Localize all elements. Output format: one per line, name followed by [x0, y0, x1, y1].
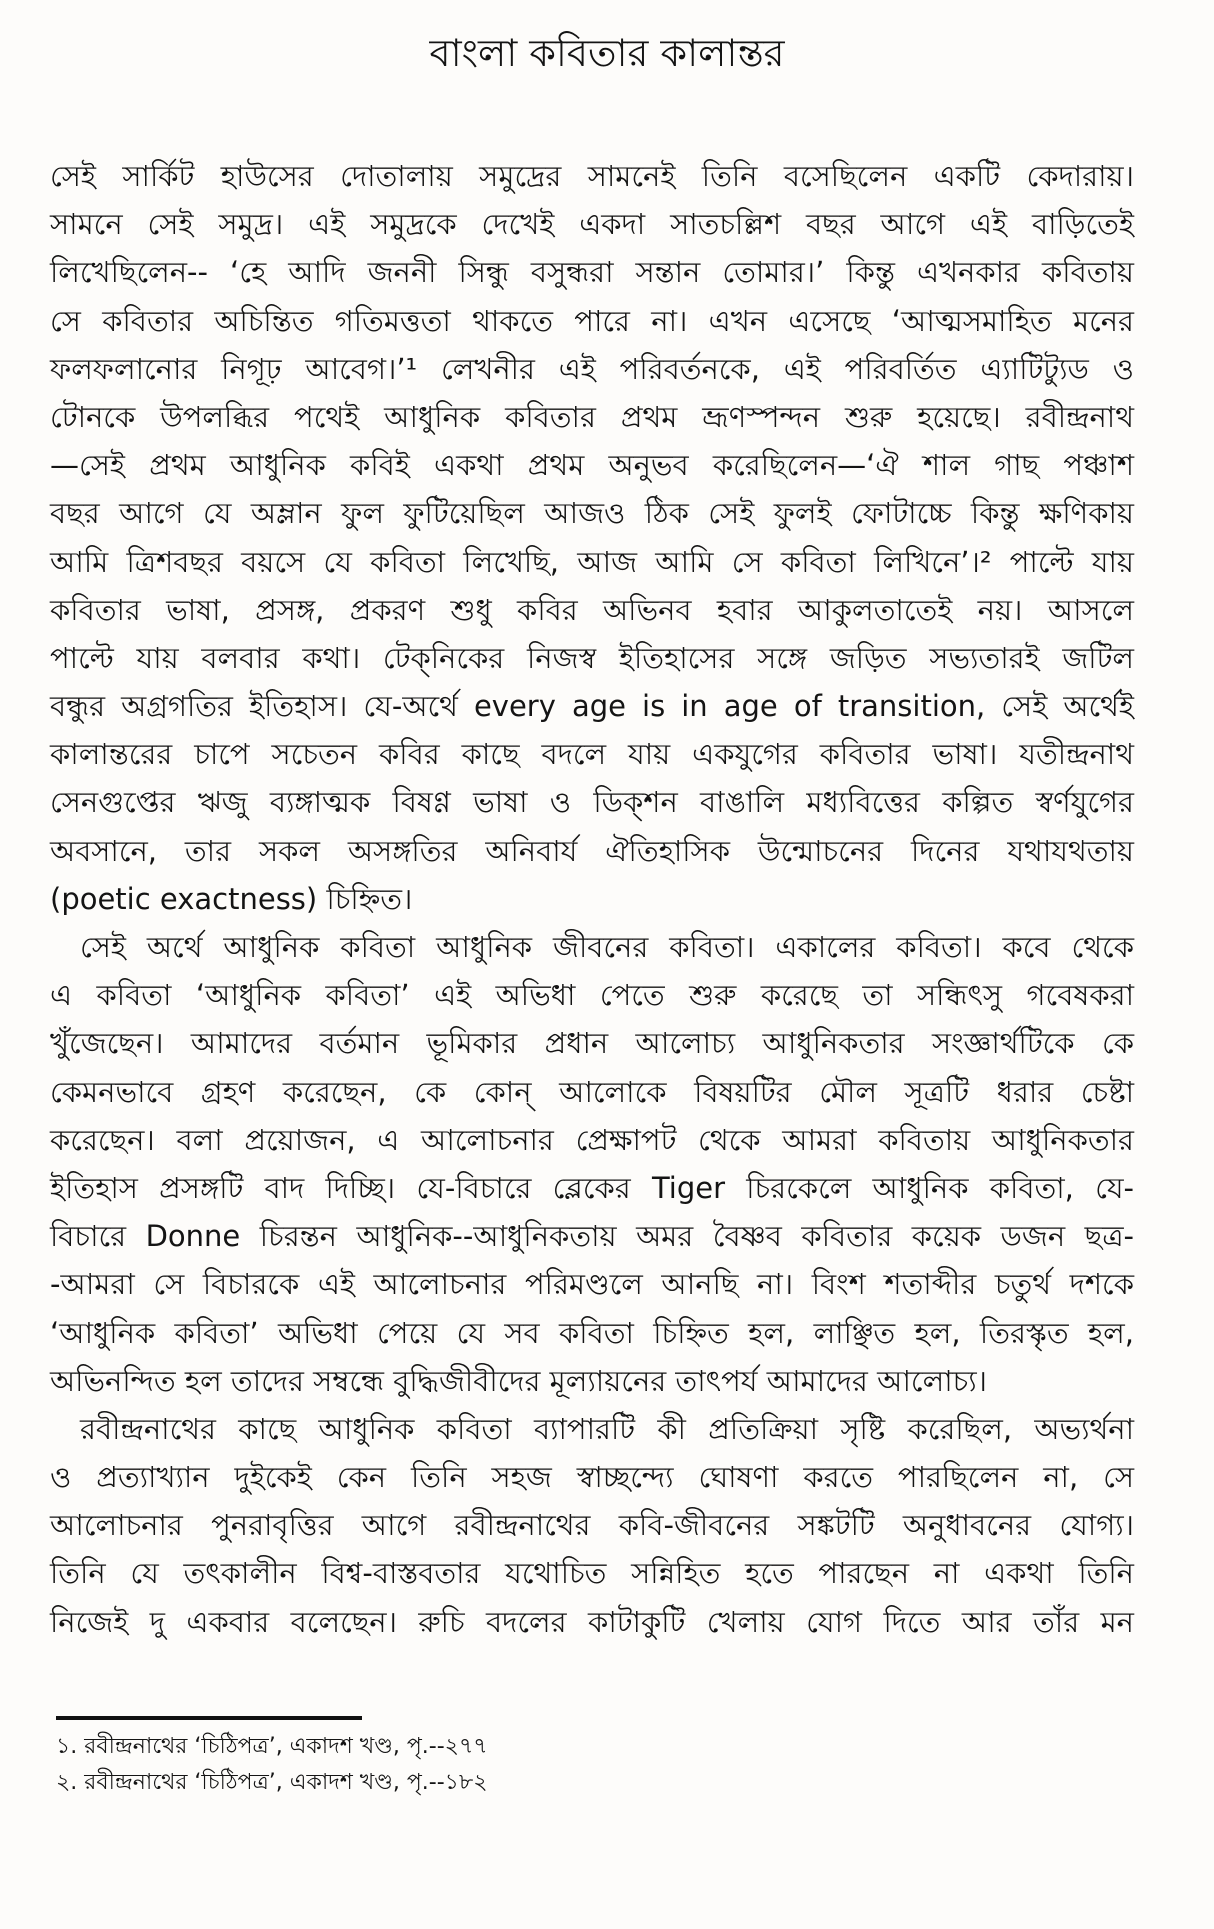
text-line: অভিনন্দিত হল তাদের সম্বন্ধে বুদ্ধিজীবীদের মূল্যায়নের তাৎপর্য আমাদের আলোচ্য। [50, 1363, 988, 1398]
text-line: আলোচনার পুনরাবৃত্তির আগে রবীন্দ্রনাথের কবি-জীবনের সঙ্কটটি অনুধাবনের যোগ্য। [50, 1508, 1134, 1543]
text-line: সেনগুপ্তের ঋজু ব্যঙ্গাত্মক বিষণ্ণ ভাষা ও ডিক্‌শন বাঙালি মধ্যবিত্তের কল্পিত স্বর্ণযুগের [50, 785, 1134, 820]
text-line: লিখেছিলেন-- ‘হে আদি জননী সিন্ধু বসুন্ধরা সন্তান তোমার।’ কিন্তু এখনকার কবিতায় [50, 255, 1134, 290]
text-line: ফলফলানোর নিগূঢ় আবেগ।’¹ লেখনীর এই পরিবর্তনকে, এই পরিবর্তিত এ্যাটিট্যুড ও [50, 351, 1134, 386]
text-line: সেই সার্কিট হাউসের দোতালায় সমুদ্রের সামনেই তিনি বসেছিলেন একটি কেদারায়। [50, 159, 1134, 193]
text-line: তিনি যে তৎকালীন বিশ্ব-বাস্তবতার যথোচিত সন্নিহিত হতে পারছেন না একথা তিনি [50, 1556, 1134, 1591]
text-line: কেমনভাবে গ্রহণ করেছেন, কে কোন্ আলোকে বিষয়টির মৌল সূত্রটি ধরার চেষ্টা [50, 1074, 1134, 1109]
text-line: (poetic exactness) চিহ্নিত। [50, 881, 413, 916]
text-line: কালান্তরের চাপে সচেতন কবির কাছে বদলে যায় একযুগের কবিতার ভাষা। যতীন্দ্রনাথ [50, 737, 1134, 772]
text-line: —সেই প্রথম আধুনিক কবিই একথা প্রথম অনুভব করেছিলেন—‘ঐ শাল গাছ পঞ্চাশ [50, 448, 1134, 483]
page-title: বাংলা কবিতার কালান্তর [429, 31, 785, 75]
footnote-divider [56, 1716, 362, 1720]
text-line: ‘আধুনিক কবিতা’ অভিধা পেয়ে যে সব কবিতা চিহ্নিত হল, লাঞ্ছিত হল, তিরস্কৃত হল, [50, 1315, 1134, 1350]
body-text [50, 152, 1134, 1646]
text-line: ইতিহাস প্রসঙ্গটি বাদ দিচ্ছি। যে-বিচারে ব্লেকের Tiger চিরকেলে আধুনিক কবিতা, যে- [50, 1170, 1134, 1205]
text-line: সেই অর্থে আধুনিক কবিতা আধুনিক জীবনের কবিতা। একালের কবিতা। কবে থেকে [80, 930, 1134, 964]
text-line: এ কবিতা ‘আধুনিক কবিতা’ এই অভিধা পেতে শুরু করেছে তা সন্ধিৎসু গবেষকরা [50, 978, 1134, 1013]
text-line: রবীন্দ্রনাথের কাছে আধুনিক কবিতা ব্যাপারটি কী প্রতিক্রিয়া সৃষ্টি করেছিল, অভ্যর্থনা [80, 1411, 1134, 1446]
text-line: বছর আগে যে অম্লান ফুল ফুটিয়েছিল আজও ঠিক সেই ফুলই ফোটাচ্চে কিন্তু ক্ষণিকায় [50, 496, 1134, 531]
text-line: টোনকে উপলব্ধির পথেই আধুনিক কবিতার প্রথম ভ্রূণস্পন্দন শুরু হয়েছে। রবীন্দ্রনাথ [50, 399, 1134, 434]
footnote-2: ২. রবীন্দ্রনাথের ‘চিঠিপত্র’, একাদশ খণ্ড, পৃ.--১৮২ [56, 1770, 488, 1795]
text-line: কবিতার ভাষা, প্রসঙ্গ, প্রকরণ শুধু কবির অভিনব হবার আকুলতাতেই নয়। আসলে [50, 592, 1134, 627]
text-line: করেছেন। বলা প্রয়োজন, এ আলোচনার প্রেক্ষাপট থেকে আমরা কবিতায় আধুনিকতার [50, 1122, 1134, 1157]
text-line: অবসানে, তার সকল অসঙ্গতির অনিবার্য ঐতিহাসিক উন্মোচনের দিনের যথাযথতায় [50, 833, 1134, 868]
text-line: খুঁজেছেন। আমাদের বর্তমান ভূমিকার প্রধান আলোচ্য আধুনিকতার সংজ্ঞার্থটিকে কে [50, 1026, 1134, 1061]
text-line: সে কবিতার অচিন্তিত গতিমত্ততা থাকতে পারে না। এখন এসেছে ‘আত্মসমাহিত মনের [50, 303, 1134, 338]
text-line: -আমরা সে বিচারকে এই আলোচনার পরিমণ্ডলে আনছি না। বিংশ শতাব্দীর চতুর্থ দশকে [50, 1267, 1134, 1302]
text-line: বিচারে Donne চিরন্তন আধুনিক--আধুনিকতায় অমর বৈষ্ণব কবিতার কয়েক ডজন ছত্র- [50, 1219, 1134, 1254]
text-line: পাল্টে যায় বলবার কথা। টেক্‌নিকের নিজস্ব ইতিহাসের সঙ্গে জড়িত সভ্যতারই জটিল [50, 640, 1134, 675]
text-line: আমি ত্রিশবছর বয়সে যে কবিতা লিখেছি, আজ আমি সে কবিতা লিখিনে’।² পাল্টে যায় [50, 544, 1134, 579]
text-line: বন্ধুর অগ্রগতির ইতিহাস। যে-অর্থে every age is in age of transition, সেই অর্থেই [50, 689, 1134, 724]
footnote-1: ১. রবীন্দ্রনাথের ‘চিঠিপত্র’, একাদশ খণ্ড, পৃ.--২৭৭ [56, 1734, 488, 1759]
text-line: সামনে সেই সমুদ্র। এই সমুদ্রকে দেখেই একদা সাতচল্লিশ বছর আগে এই বাড়িতেই [50, 207, 1134, 242]
text-line: নিজেই দু একবার বলেছেন। রুচি বদলের কাটাকুটি খেলায় যোগ দিতে আর তাঁর মন [50, 1604, 1134, 1639]
text-line: ও প্রত্যাখ্যান দুইকেই কেন তিনি সহজ স্বাচ্ছন্দ্যে ঘোষণা করতে পারছিলেন না, সে [50, 1460, 1134, 1495]
